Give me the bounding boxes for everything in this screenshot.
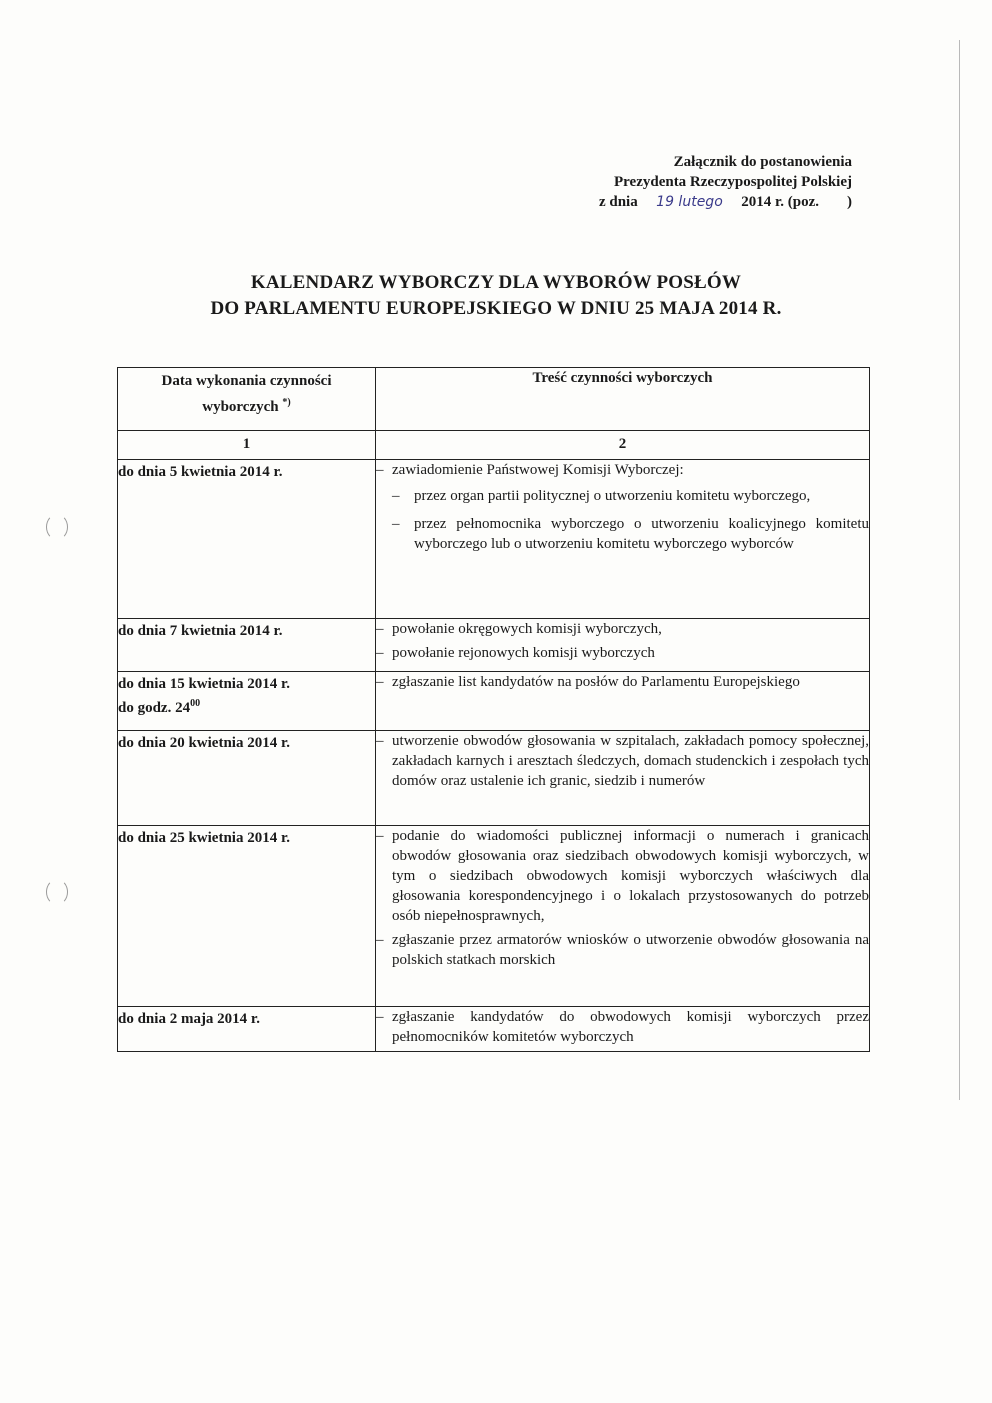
header-date-line-2: wyborczych — [202, 399, 279, 415]
annex-line-3 — [599, 192, 852, 212]
column-number-1: 1 — [118, 431, 376, 460]
list-item: – zgłaszanie kandydatów do obwodowych komisji wyborczych przez pełnomocników komitetów wyborczych — [376, 1009, 869, 1045]
footnote-mark: *) — [282, 397, 291, 408]
table-row — [118, 619, 870, 672]
row-time: do godz. $24^{00}$ — [118, 698, 201, 716]
table-row — [118, 731, 870, 826]
scan-edge-line — [959, 40, 960, 1100]
list-item: – podanie do wiadomości publicznej informacji o numerach i granicach obwodów głosowania oraz siedzibach obwodowych komisji wyborczych, w tym o siedzibach obwodowych komisji wyborczych właściwych dla głosowania korespondencyjnego i o lokalach przystosowanych do potrzeb osób niepełnosprawnych, — [376, 828, 869, 924]
header-date-line-1: Data wykonania czynności — [161, 373, 332, 389]
punch-hole-mark — [46, 879, 68, 905]
table-header-row — [118, 368, 870, 431]
column-number-row — [118, 431, 870, 460]
row-date: do dnia 7 kwietnia 2014 r. — [118, 623, 283, 639]
header-content: Treść czynności wyborczych — [376, 368, 870, 431]
table-row — [118, 460, 870, 619]
table-row — [118, 672, 870, 731]
row-date: do dnia 25 kwietnia 2014 r. — [118, 830, 290, 846]
annex-header — [599, 152, 852, 212]
list-item: – zgłaszanie przez armatorów wniosków o utworzenie obwodów głosowania na polskich statkach morskich — [376, 932, 869, 968]
annex-date-suffix: 2014 r. (poz. — [741, 194, 819, 210]
list-item: – powołanie okręgowych komisji wyborczych, — [376, 621, 662, 637]
handwritten-date: 19 lutego — [656, 194, 723, 210]
list-item: – zgłaszanie list kandydatów na posłów do Parlamentu Europejskiego — [376, 674, 800, 690]
election-calendar-table — [117, 367, 870, 1052]
punch-hole-mark — [46, 514, 68, 540]
row-date: do dnia 5 kwietnia 2014 r. — [118, 464, 283, 480]
sub-list-item: – przez pełnomocnika wyborczego o utworzeniu koalicyjnego komitetu wyborczego lub o utworzeniu komitetu wyborczego wyborców — [392, 516, 869, 552]
title-line-1: KALENDARZ WYBORCZY DLA WYBORÓW POSŁÓW — [250, 272, 742, 293]
annex-date-prefix: z dnia — [598, 194, 638, 210]
row-date: do dnia 2 maja 2014 r. — [118, 1011, 260, 1027]
document-title — [0, 270, 992, 322]
title-line-2: DO PARLAMENTU EUROPEJSKIEGO W DNIU 25 MAJA 2014 R. — [210, 298, 782, 319]
list-item: – zawiadomienie Państwowej Komisji Wyborczej: — [376, 462, 684, 478]
annex-close-paren: ) — [847, 194, 852, 210]
header-date — [118, 368, 376, 431]
annex-line-2: Prezydenta Rzeczypospolitej Polskiej — [613, 174, 852, 190]
sub-list-item: – przez organ partii politycznej o utworzeniu komitetu wyborczego, — [392, 488, 811, 504]
list-item: – utworzenie obwodów głosowania w szpitalach, zakładach pomocy społecznej, zakładach karnych i aresztach śledczych, domach studenckich i zespołach tych domów oraz ustalenie ich granic, siedzib i numerów — [376, 733, 869, 789]
row-date: do dnia 15 kwietnia 2014 r. — [118, 676, 290, 692]
row-date: do dnia 20 kwietnia 2014 r. — [118, 735, 290, 751]
column-number-2: 2 — [376, 431, 870, 460]
table-row — [118, 1007, 870, 1052]
annex-line-1: Załącznik do postanowienia — [673, 154, 852, 170]
list-item: – powołanie rejonowych komisji wyborczych — [376, 645, 655, 661]
table-row — [118, 826, 870, 1007]
